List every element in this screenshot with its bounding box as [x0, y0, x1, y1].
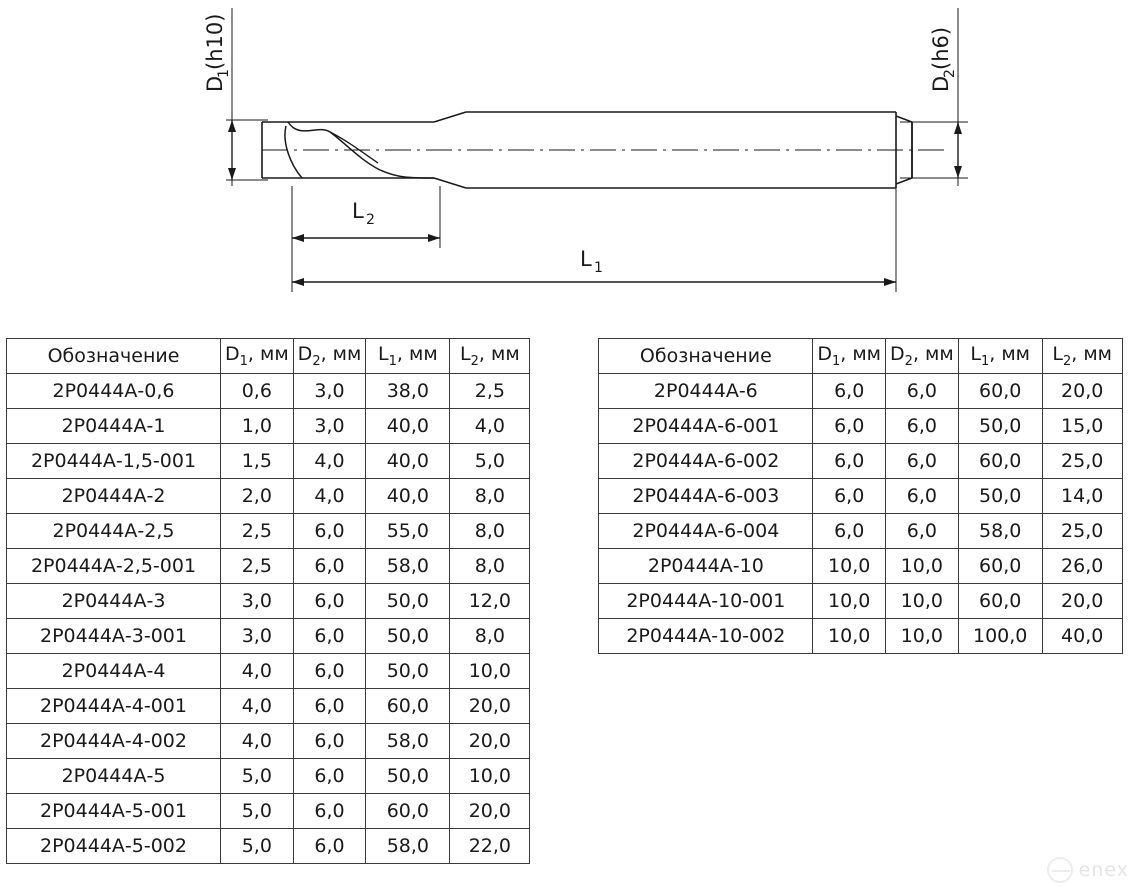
table-body-left: [7, 374, 530, 864]
cell-l2: 20,0: [450, 724, 530, 759]
cell-l2: 20,0: [1042, 584, 1122, 619]
cell-d1: 3,0: [221, 584, 294, 619]
table-row: [599, 479, 1122, 514]
cell-d2: 6,0: [293, 829, 366, 864]
d1-label-group: [203, 14, 232, 92]
cell-l1: 58,0: [958, 514, 1042, 549]
cell-d1: 2,5: [221, 514, 294, 549]
d2-label-tolerance: (h6): [929, 26, 953, 70]
cell-l1: 55,0: [366, 514, 450, 549]
cell-l2: 20,0: [450, 689, 530, 724]
cell-designation: 2Р0444А-5-001: [7, 794, 221, 829]
cell-l2: 5,0: [450, 444, 530, 479]
cell-l1: 60,0: [958, 444, 1042, 479]
header-l1-sub: 1: [980, 353, 990, 369]
watermark: [1047, 857, 1129, 883]
table-row: [7, 724, 530, 759]
cell-d1: 5,0: [221, 829, 294, 864]
cell-designation: 2Р0444А-4-002: [7, 724, 221, 759]
cell-designation: 2Р0444А-2,5: [7, 514, 221, 549]
cell-designation: 2Р0444А-10-001: [599, 584, 813, 619]
header-d1-sub: 1: [239, 353, 248, 369]
header-l2-unit: , мм: [1071, 343, 1112, 366]
specification-table-right-wrap: [598, 338, 1122, 654]
table-row: [7, 759, 530, 794]
cell-l2: 22,0: [450, 829, 530, 864]
cell-l1: 60,0: [958, 584, 1042, 619]
table-row: [7, 479, 530, 514]
d2-label-group: [929, 27, 958, 92]
cell-d1: 6,0: [813, 444, 886, 479]
cell-designation: 2Р0444А-2,5-001: [7, 549, 221, 584]
cell-l2: 10,0: [450, 759, 530, 794]
table-row: [7, 374, 530, 409]
cell-l1: 50,0: [366, 654, 450, 689]
l1-label-group: [580, 247, 603, 276]
header-d1-text: D: [817, 343, 832, 366]
header-l2-text: L: [460, 343, 471, 366]
tool-flute-edge-2: [330, 132, 378, 163]
table-row: [7, 619, 530, 654]
table-row: [7, 829, 530, 864]
header-l1-sub: 1: [388, 353, 397, 369]
cell-d1: 3,0: [221, 619, 294, 654]
header-l2: [1042, 339, 1122, 374]
cell-l1: 40,0: [366, 479, 450, 514]
cell-designation: 2Р0444А-6-001: [599, 409, 813, 444]
cell-l1: 60,0: [366, 794, 450, 829]
cell-d1: 4,0: [221, 654, 294, 689]
specification-table-right: [598, 338, 1122, 654]
header-l2-unit: , мм: [478, 343, 520, 366]
table-row: [599, 584, 1122, 619]
cell-l1: 60,0: [958, 549, 1042, 584]
cell-l1: 40,0: [366, 409, 450, 444]
cell-d1: 5,0: [221, 794, 294, 829]
cell-designation: 2Р0444А-10-002: [599, 619, 813, 654]
header-d1-sub: 1: [831, 353, 841, 369]
cell-d2: 6,0: [293, 724, 366, 759]
table-header-row: [7, 339, 530, 374]
table-row: [599, 374, 1122, 409]
cell-l1: 50,0: [366, 619, 450, 654]
d1-label-sub: 1: [216, 69, 232, 78]
cell-d1: 4,0: [221, 724, 294, 759]
cell-d2: 6,0: [293, 514, 366, 549]
specification-tables: [0, 338, 1147, 864]
l2-arrow-right: [428, 234, 440, 242]
cell-l1: 58,0: [366, 829, 450, 864]
cell-d2: 6,0: [293, 689, 366, 724]
d2-arrow-top: [954, 122, 962, 134]
cell-l1: 60,0: [366, 689, 450, 724]
header-l2-sub: 2: [1062, 353, 1072, 369]
cell-d2: 10,0: [886, 549, 959, 584]
cell-designation: 2Р0444А-10: [599, 549, 813, 584]
cell-d2: 10,0: [886, 619, 959, 654]
cell-d1: 6,0: [813, 514, 886, 549]
cell-designation: 2Р0444А-3: [7, 584, 221, 619]
table-row: [7, 514, 530, 549]
table-header-row: [599, 339, 1122, 374]
specification-table-left: [6, 338, 530, 864]
header-l1: [958, 339, 1042, 374]
cell-l2: 12,0: [450, 584, 530, 619]
header-designation: Обозначение: [599, 339, 813, 374]
cell-d2: 6,0: [293, 794, 366, 829]
table-row: [7, 409, 530, 444]
cell-designation: 2Р0444А-6-004: [599, 514, 813, 549]
table-row: [599, 444, 1122, 479]
cell-l2: 20,0: [450, 794, 530, 829]
header-d1-text: D: [225, 343, 240, 366]
table-row: [7, 584, 530, 619]
cell-designation: 2Р0444А-2: [7, 479, 221, 514]
table-row: [7, 654, 530, 689]
l1-arrow-right: [884, 278, 896, 286]
watermark-text: enex: [1078, 859, 1129, 881]
d1-arrow-top: [228, 120, 236, 132]
table-row: [599, 409, 1122, 444]
cell-d2: 6,0: [886, 514, 959, 549]
d1-arrow-bottom: [228, 168, 236, 180]
cell-d2: 6,0: [293, 584, 366, 619]
d2-arrow-bottom: [954, 166, 962, 178]
header-d1: [221, 339, 294, 374]
l2-label-group: [352, 199, 375, 228]
header-l1-unit: , мм: [396, 343, 438, 366]
header-d1-unit: , мм: [840, 343, 882, 366]
l1-label: L: [580, 247, 592, 271]
d2-label-sub: 2: [942, 69, 958, 78]
cell-d1: 1,5: [221, 444, 294, 479]
cell-l2: 26,0: [1042, 549, 1122, 584]
table-body-right: [599, 374, 1122, 654]
cell-d2: 6,0: [886, 444, 959, 479]
cell-d1: 6,0: [813, 479, 886, 514]
cell-designation: 2Р0444А-1,5-001: [7, 444, 221, 479]
cell-l1: 100,0: [958, 619, 1042, 654]
table-row: [7, 794, 530, 829]
cell-d1: 10,0: [813, 549, 886, 584]
l1-label-sub: 1: [594, 260, 603, 276]
cell-l1: 58,0: [366, 549, 450, 584]
header-l1-text: L: [378, 343, 389, 366]
cell-d2: 4,0: [293, 444, 366, 479]
cell-l2: 8,0: [450, 549, 530, 584]
header-l2: [450, 339, 530, 374]
d2-label: D: [929, 75, 953, 92]
l2-arrow-left: [292, 234, 304, 242]
cell-d2: 6,0: [293, 759, 366, 794]
table-row: [7, 444, 530, 479]
cell-d1: 2,0: [221, 479, 294, 514]
header-d2-sub: 2: [904, 353, 913, 369]
cell-d2: 3,0: [293, 409, 366, 444]
d1-label: D: [203, 75, 227, 92]
cell-d1: 6,0: [813, 374, 886, 409]
l1-arrow-left: [292, 278, 304, 286]
cell-l1: 40,0: [366, 444, 450, 479]
l2-label: L: [352, 199, 364, 223]
cell-d2: 6,0: [293, 619, 366, 654]
cell-l1: 50,0: [366, 584, 450, 619]
cell-designation: 2Р0444А-3-001: [7, 619, 221, 654]
cell-d2: 3,0: [293, 374, 366, 409]
table-row: [599, 514, 1122, 549]
cell-d1: 5,0: [221, 759, 294, 794]
cell-d2: 6,0: [886, 479, 959, 514]
cell-l2: 2,5: [450, 374, 530, 409]
cell-l1: 50,0: [958, 479, 1042, 514]
cell-d2: 4,0: [293, 479, 366, 514]
cell-l2: 25,0: [1042, 514, 1122, 549]
cell-l2: 25,0: [1042, 444, 1122, 479]
header-d2-unit: , мм: [912, 343, 954, 366]
header-d2-text: D: [297, 343, 313, 366]
table-row: [7, 689, 530, 724]
cell-l2: 8,0: [450, 514, 530, 549]
header-l2-text: L: [1052, 343, 1063, 366]
cell-l2: 8,0: [450, 479, 530, 514]
cell-designation: 2Р0444А-1: [7, 409, 221, 444]
cell-l1: 60,0: [958, 374, 1042, 409]
cell-l2: 4,0: [450, 409, 530, 444]
cell-d1: 2,5: [221, 549, 294, 584]
cell-d2: 6,0: [293, 654, 366, 689]
cell-designation: 2Р0444А-6-002: [599, 444, 813, 479]
header-d1: [813, 339, 886, 374]
cell-l1: 58,0: [366, 724, 450, 759]
cell-d1: 6,0: [813, 409, 886, 444]
header-l1-text: L: [970, 343, 981, 366]
header-d2-sub: 2: [312, 353, 321, 369]
header-d2-text: D: [890, 343, 905, 366]
cell-d2: 6,0: [293, 549, 366, 584]
cell-l2: 8,0: [450, 619, 530, 654]
cell-d1: 1,0: [221, 409, 294, 444]
cell-designation: 2Р0444А-5-002: [7, 829, 221, 864]
cell-l2: 10,0: [450, 654, 530, 689]
cell-d2: 6,0: [886, 409, 959, 444]
tool-flute-relief: [285, 126, 302, 178]
d1-label-tolerance: (h10): [203, 13, 227, 70]
cell-l2: 20,0: [1042, 374, 1122, 409]
cell-d1: 10,0: [813, 584, 886, 619]
cell-d2: 6,0: [886, 374, 959, 409]
table-row: [599, 619, 1122, 654]
tool-taper-top: [434, 112, 466, 122]
cell-l1: 50,0: [366, 759, 450, 794]
cell-l2: 14,0: [1042, 479, 1122, 514]
tool-technical-drawing: [0, 0, 1147, 320]
cell-d1: 0,6: [221, 374, 294, 409]
tool-taper-bottom: [434, 178, 466, 188]
header-l1-unit: , мм: [989, 343, 1030, 366]
cell-d1: 4,0: [221, 689, 294, 724]
cell-l1: 50,0: [958, 409, 1042, 444]
cell-l1: 38,0: [366, 374, 450, 409]
cell-d2: 10,0: [886, 584, 959, 619]
header-d2: [293, 339, 366, 374]
header-d1-unit: , мм: [247, 343, 289, 366]
header-designation: Обозначение: [7, 339, 221, 374]
specification-table-left-wrap: [6, 338, 530, 864]
cell-l2: 40,0: [1042, 619, 1122, 654]
header-d2-unit: , мм: [320, 343, 362, 366]
table-row: [7, 549, 530, 584]
l2-label-sub: 2: [366, 212, 375, 228]
table-row: [599, 549, 1122, 584]
header-l2-sub: 2: [470, 353, 479, 369]
cell-designation: 2Р0444А-0,6: [7, 374, 221, 409]
cell-l2: 15,0: [1042, 409, 1122, 444]
cell-designation: 2Р0444А-4-001: [7, 689, 221, 724]
cell-d1: 10,0: [813, 619, 886, 654]
cell-designation: 2Р0444А-5: [7, 759, 221, 794]
watermark-logo-icon: [1047, 857, 1073, 883]
header-d2: [886, 339, 959, 374]
cell-designation: 2Р0444А-6-003: [599, 479, 813, 514]
cell-designation: 2Р0444А-6: [599, 374, 813, 409]
header-l1: [366, 339, 450, 374]
cell-designation: 2Р0444А-4: [7, 654, 221, 689]
